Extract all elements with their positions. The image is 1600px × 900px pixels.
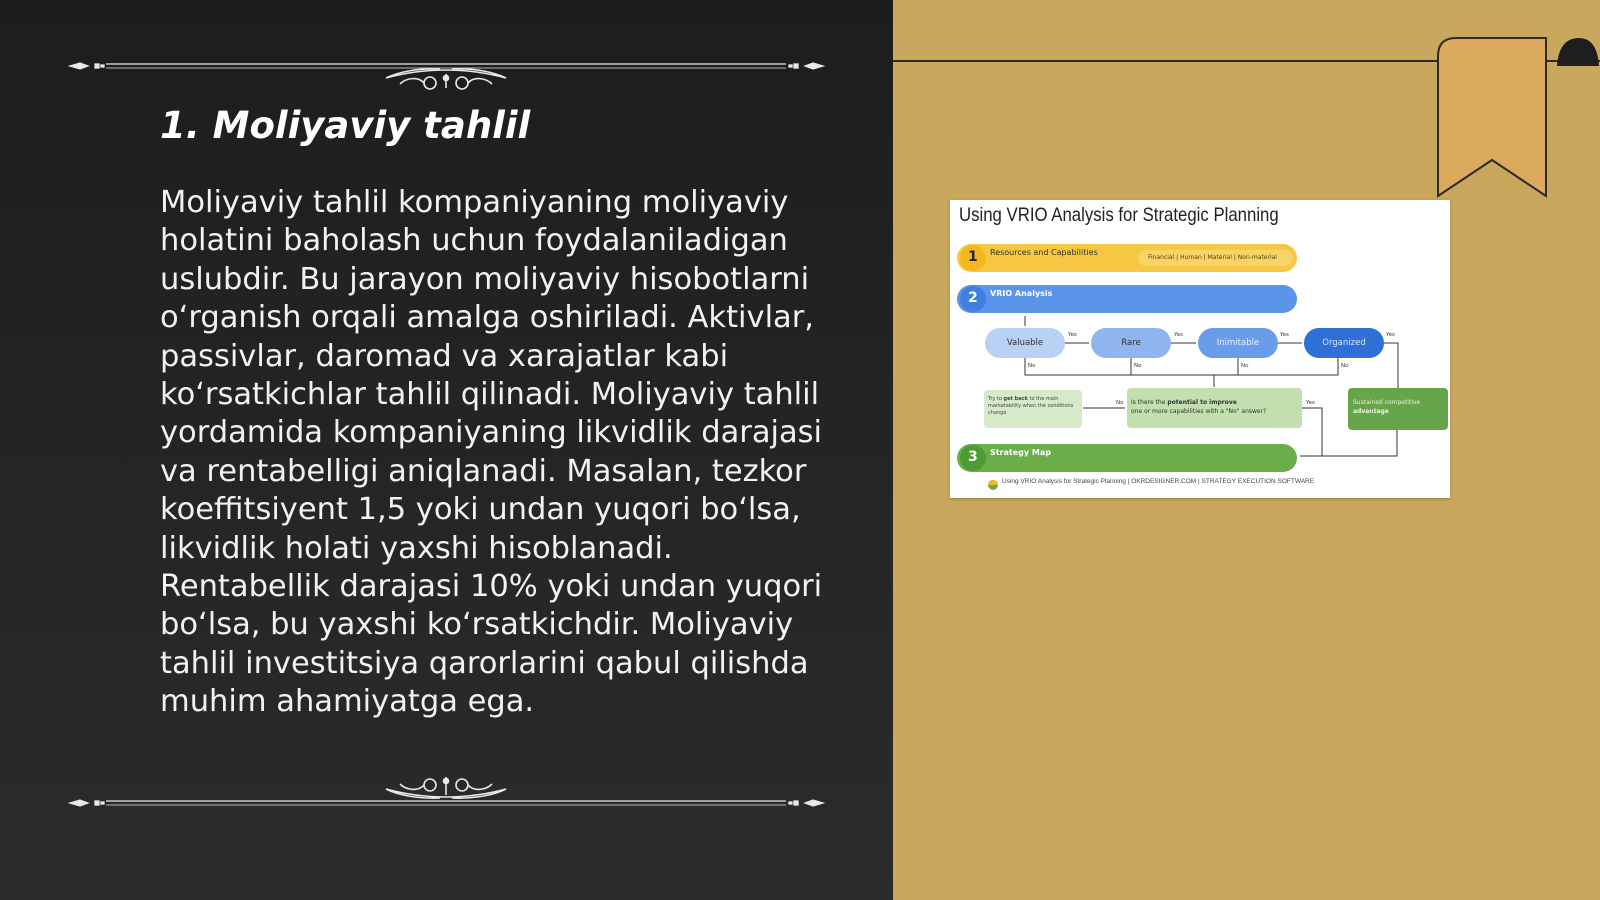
no-label: No <box>1341 363 1349 369</box>
step-3-label: Strategy Map <box>990 448 1051 457</box>
step-1-number: 1 <box>968 249 978 265</box>
note-middle: Is there the potential to improve one or more capabilities with a "No" answer? <box>1131 399 1267 415</box>
step-1-label: Resources and Capabilities <box>990 248 1098 257</box>
node-rare: Rare <box>1121 338 1141 348</box>
step-3-number: 3 <box>968 449 978 465</box>
note-left: Try to get back to the main marketability when the conditions change <box>988 396 1074 416</box>
step-1-tag: Financial | Human | Material | Non-material <box>1148 254 1277 261</box>
no-label: No <box>1241 363 1249 369</box>
yes-label: Yes <box>1280 332 1289 338</box>
yes-label: Yes <box>1068 332 1077 338</box>
top-ornament-divider-icon <box>68 40 825 90</box>
bottom-ornament-divider-icon <box>68 775 825 825</box>
vrio-diagram-image <box>950 200 1450 498</box>
no-label: No <box>1116 400 1124 406</box>
yes-label: Yes <box>1386 332 1395 338</box>
diagram-title: Using VRIO Analysis for Strategic Planning <box>959 204 1279 226</box>
ribbon-fold-icon <box>1557 36 1599 66</box>
no-label: No <box>1028 363 1036 369</box>
node-organized: Organized <box>1322 338 1366 348</box>
step-2-label: VRIO Analysis <box>990 289 1053 298</box>
bookmark-ribbon-icon <box>1436 36 1548 198</box>
note-right: Sustained competitive advantage <box>1353 399 1421 415</box>
no-label: No <box>1134 363 1142 369</box>
yes-label: Yes <box>1174 332 1183 338</box>
node-valuable: Valuable <box>1006 338 1044 348</box>
step-2-number: 2 <box>968 290 978 306</box>
node-inimitable: Inimitable <box>1216 338 1260 348</box>
yes-label: Yes <box>1306 400 1315 406</box>
slide-title: 1. Moliyaviy tahlil <box>160 104 531 147</box>
slide-body-text: Moliyaviy tahlil kompaniyaning moliyaviy holatini baholash uchun foydalaniladigan uslubdir. Bu jarayon moliyaviy hisobotlarni o‘rganish orqali amalga oshiriladi. Aktivlar, passivlar, daromad va xarajatlar kabi ko‘rsatkichlar tahlil qilinadi. Moliyaviy tahlil yordamida kompaniyaning likvidlik darajasi va rentabelligi aniqlanadi. Masalan, tezkor koeffitsiyent 1,5 yoki undan yuqori bo‘lsa, likvidlik holati yaxshi hisoblanadi. Rentabellik darajasi 10% yoki undan yuqori bo‘lsa, bu yaxshi ko‘rsatkichdir. Moliyaviy tahlil investitsiya qarorlarini qabul qilishda muhim ahamiyatga ega. <box>160 185 823 720</box>
diagram-footer: Using VRIO Analysis for Strategic Planning | OKRDESIGNER.COM | STRATEGY EXECUTION SOFTWARE <box>1002 478 1315 485</box>
